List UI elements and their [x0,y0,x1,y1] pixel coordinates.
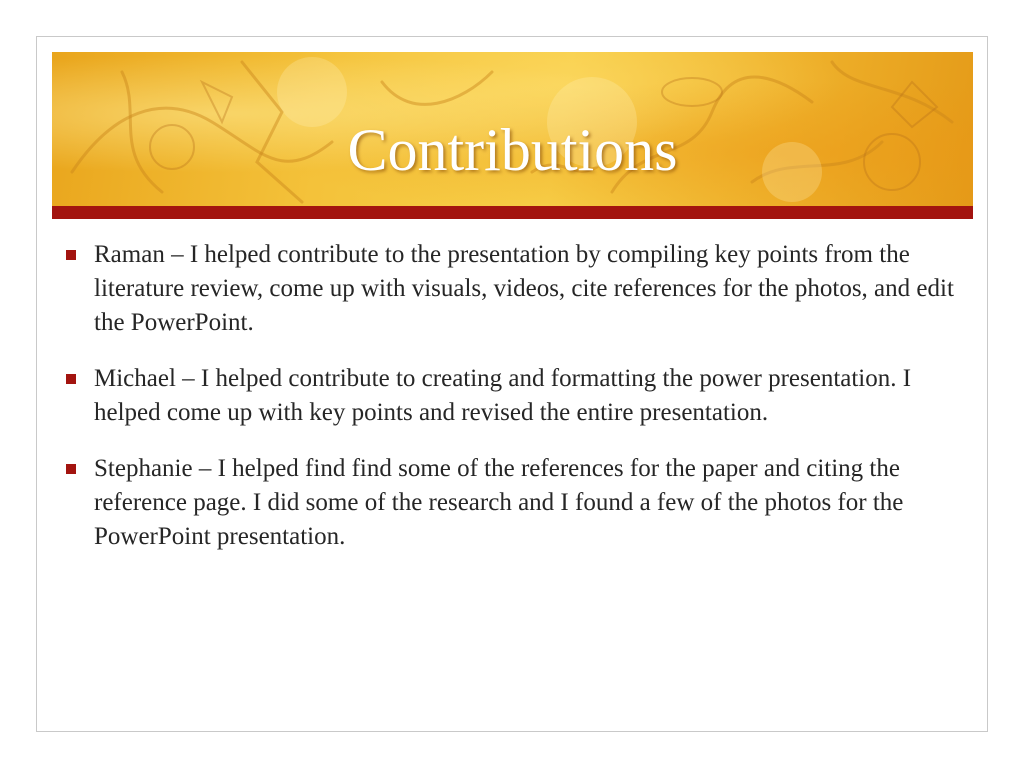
bullet-item-michael [62,362,972,430]
bullet-list [62,238,972,576]
bullet-text: Raman – I helped contribute to the presentation by compiling key points from the literature review, come up with visuals, videos, cite references for the photos, and edit the PowerPoint. [94,241,954,336]
bullet-item-stephanie [62,452,972,554]
title-underbar [52,206,973,219]
title-banner [52,52,973,206]
bullet-item-raman [62,238,972,340]
bullet-text: Stephanie – I helped find find some of the references for the paper and citing the reference page. I did some of the research and I found a few of the photos for the PowerPoint presentation. [94,455,904,550]
slide-title: Contributions [347,117,678,183]
bullet-text: Michael – I helped contribute to creating and formatting the power presentation. I helped come up with key points and revised the entire presentation. [94,365,912,426]
square-bullet-icon [66,250,76,260]
square-bullet-icon [66,374,76,384]
square-bullet-icon [66,464,76,474]
